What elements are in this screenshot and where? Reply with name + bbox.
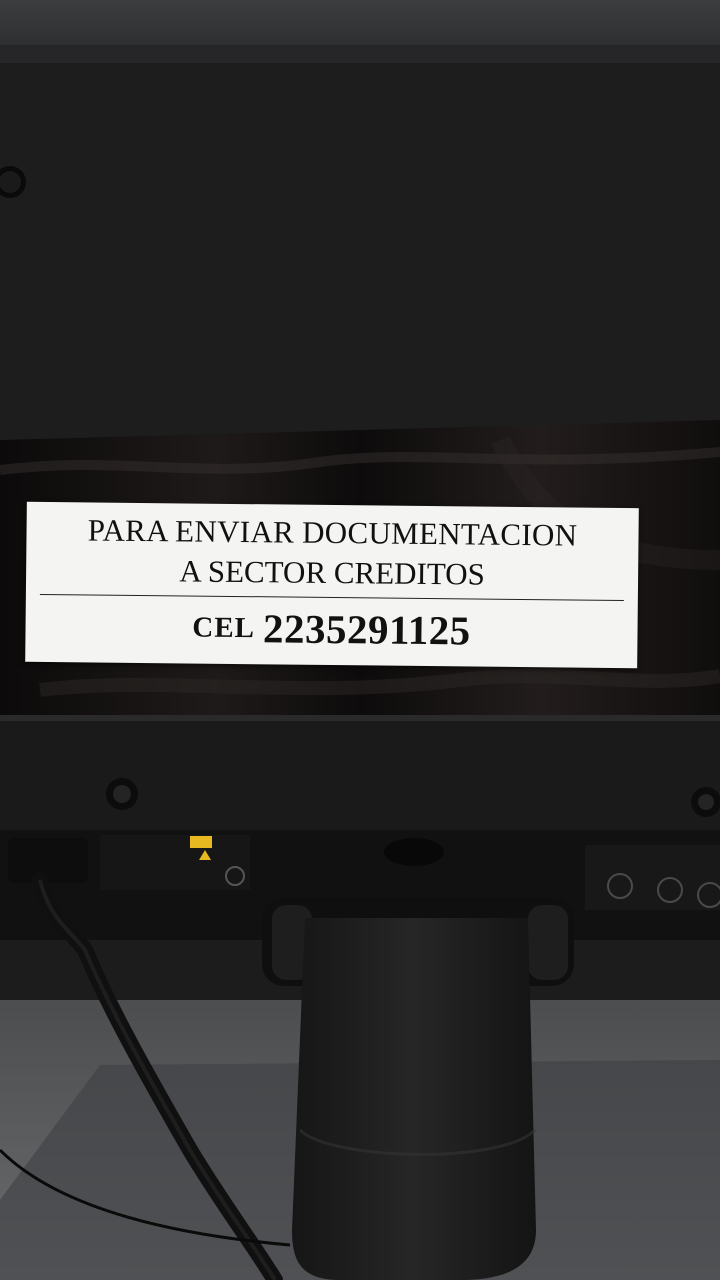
- paper-notice-label: [25, 502, 639, 668]
- stand-arm: [292, 918, 536, 1280]
- notice-line-2: A SECTOR CREDITOS: [179, 553, 486, 592]
- warning-icon: [190, 836, 212, 848]
- phone-prefix: CEL: [192, 611, 256, 644]
- label-divider: [40, 594, 624, 601]
- phone-row: [25, 602, 637, 656]
- notice-line-1: PARA ENVIAR DOCUMENTACION: [87, 512, 578, 553]
- power-connector: [8, 838, 88, 883]
- monitor-lower-panel: [0, 715, 720, 840]
- monitor-back-panel: [0, 45, 720, 445]
- phone-number: 2235291125: [262, 605, 471, 654]
